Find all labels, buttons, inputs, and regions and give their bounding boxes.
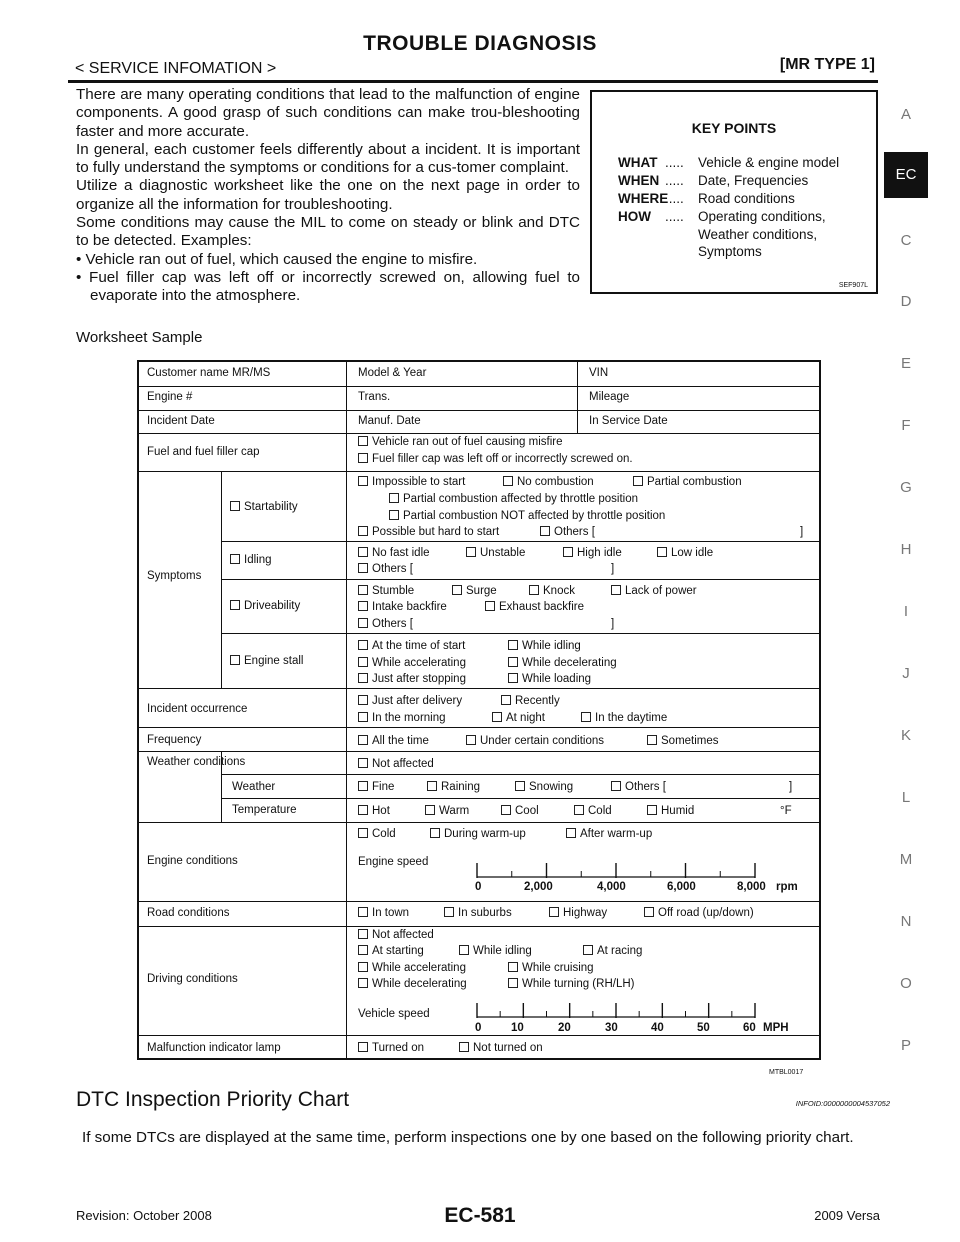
checkbox-option[interactable]: Others [: [358, 563, 413, 575]
checkbox-icon: [389, 493, 399, 503]
page-title: TROUBLE DIAGNOSIS: [363, 32, 597, 55]
table-rule: [139, 926, 819, 927]
checkbox-icon: [529, 585, 539, 595]
intro-paragraph: There are many operating conditions that lead to the malfunction of engine components. A good grasp of such conditions can make trou-bleshooting faster and more accurate.: [76, 86, 580, 140]
field-customer-name: Customer name MR/MS: [147, 367, 271, 379]
section-paragraph: If some DTCs are displayed at the same time, perform inspections one by one based on the following priority chart.: [82, 1129, 854, 1146]
key-value: Vehicle & engine model: [698, 155, 840, 170]
checkbox-option[interactable]: In the morning: [358, 712, 446, 724]
row-label-engine-conditions: Engine conditions: [147, 855, 238, 867]
table-rule: [221, 774, 819, 775]
checkbox-option[interactable]: While idling: [459, 945, 532, 957]
index-tab-a[interactable]: A: [900, 106, 911, 123]
checkbox-option[interactable]: Cold: [574, 805, 612, 817]
checkbox-icon: [657, 547, 667, 557]
checkbox-option[interactable]: Recently: [501, 695, 560, 707]
checkbox-icon: [501, 805, 511, 815]
checkbox-icon: [358, 601, 368, 611]
checkbox-icon: [358, 929, 368, 939]
key-row-where: WHERE.....: [618, 191, 684, 206]
checkbox-option[interactable]: No combustion: [503, 476, 594, 488]
checkbox-option[interactable]: Not turned on: [459, 1042, 543, 1054]
checkbox-option[interactable]: Lack of power: [611, 585, 697, 597]
table-rule: [139, 727, 819, 728]
field-vin: VIN: [589, 367, 609, 379]
model-label: 2009 Versa: [814, 1208, 880, 1223]
field-mileage: Mileage: [589, 391, 630, 403]
revision-label: Revision: October 2008: [76, 1208, 212, 1223]
checkbox-option[interactable]: Exhaust backfire: [485, 601, 584, 613]
table-rule: [139, 433, 819, 434]
row-label-occurrence: Incident occurrence: [147, 703, 248, 715]
checkbox-icon: [358, 436, 368, 446]
figure-code: MTBL0017: [769, 1069, 804, 1076]
row-label-temperature: Temperature: [232, 804, 297, 816]
bracket: ]: [611, 618, 615, 630]
checkbox-option[interactable]: At night: [492, 712, 545, 724]
checkbox-icon: [503, 476, 513, 486]
vehicle-speed-tick-label: 30: [605, 1022, 618, 1034]
checkbox-icon: [358, 695, 368, 705]
checkbox-option[interactable]: In town: [358, 907, 409, 919]
field-model-year: Model & Year: [358, 367, 427, 379]
checkbox-option[interactable]: Intake backfire: [358, 601, 447, 613]
checkbox-option[interactable]: While accelerating: [358, 962, 466, 974]
key-points-title: KEY POINTS: [691, 120, 777, 136]
checkbox-icon: [358, 1042, 368, 1052]
checkbox-icon: [459, 1042, 469, 1052]
index-tab-k[interactable]: K: [900, 727, 911, 744]
vehicle-speed-label: Vehicle speed: [358, 1008, 430, 1020]
checkbox-icon: [425, 805, 435, 815]
checkbox-icon: [540, 526, 550, 536]
engine-speed-tick-label: 0: [475, 881, 482, 893]
checkbox-icon: [647, 735, 657, 745]
checkbox-option[interactable]: In the daytime: [581, 712, 667, 724]
header-rule: [68, 80, 878, 83]
checkbox-idling[interactable]: Idling: [230, 554, 272, 566]
index-tab-o[interactable]: O: [900, 975, 912, 992]
index-tab-n[interactable]: N: [900, 913, 912, 930]
checkbox-icon: [574, 805, 584, 815]
vehicle-speed-tick-label: 50: [697, 1022, 710, 1034]
checkbox-icon: [492, 712, 502, 722]
checkbox-option[interactable]: While turning (RH/LH): [508, 978, 634, 990]
checkbox-option[interactable]: Knock: [529, 585, 575, 597]
table-rule: [139, 386, 819, 387]
checkbox-option[interactable]: Raining: [427, 781, 480, 793]
table-rule: [346, 433, 347, 1035]
checkbox-option[interactable]: High idle: [563, 547, 622, 559]
checkbox-option[interactable]: Hot: [358, 805, 390, 817]
checkbox-icon: [358, 585, 368, 595]
checkbox-icon: [358, 781, 368, 791]
key-row-how: HOW .....: [618, 209, 684, 224]
table-rule: [221, 798, 819, 799]
checkbox-option[interactable]: While decelerating: [358, 978, 467, 990]
index-tab-p[interactable]: P: [900, 1037, 911, 1054]
temperature-unit: °F: [780, 805, 792, 817]
checkbox-icon: [358, 945, 368, 955]
checkbox-option[interactable]: During warm-up: [430, 828, 526, 840]
checkbox-icon: [549, 907, 559, 917]
checkbox-icon: [515, 781, 525, 791]
checkbox-option[interactable]: Humid: [647, 805, 694, 817]
index-tab-l[interactable]: L: [901, 789, 911, 806]
key-value: Date, Frequencies: [698, 173, 809, 188]
checkbox-option[interactable]: Cold: [358, 828, 396, 840]
field-manuf-date: Manuf. Date: [358, 415, 421, 427]
engine-speed-label: Engine speed: [358, 856, 429, 868]
checkbox-icon: [566, 828, 576, 838]
checkbox-option[interactable]: Possible but hard to start: [358, 526, 499, 538]
table-rule: [221, 633, 819, 634]
checkbox-option[interactable]: Not affected: [358, 929, 434, 941]
intro-paragraph: Utilize a diagnostic worksheet like the one on the next page in order to organize all the information for troubleshooting.: [76, 177, 580, 213]
checkbox-icon: [644, 907, 654, 917]
checkbox-option[interactable]: Under certain conditions: [466, 735, 604, 747]
index-tab-d[interactable]: D: [900, 293, 912, 310]
checkbox-option[interactable]: Vehicle ran out of fuel causing misfire: [358, 436, 563, 448]
engine-speed-tick-label: 2,000: [524, 881, 553, 893]
key-value: Road conditions: [698, 191, 795, 206]
checkbox-icon: [358, 978, 368, 988]
checkbox-option[interactable]: Not affected: [358, 758, 434, 770]
engine-speed-tick-label: 8,000: [737, 881, 766, 893]
index-tab-e[interactable]: E: [900, 355, 911, 372]
table-rule: [139, 1035, 819, 1036]
table-rule: [139, 901, 819, 902]
row-label-road-conditions: Road conditions: [147, 907, 230, 919]
checkbox-icon: [563, 547, 573, 557]
bracket: ]: [789, 781, 793, 793]
section-heading: DTC Inspection Priority Chart: [76, 1088, 350, 1111]
checkbox-icon: [466, 735, 476, 745]
checkbox-icon: [230, 655, 240, 665]
row-label-weather-conditions: Weather conditions: [147, 756, 246, 768]
checkbox-option[interactable]: While decelerating: [508, 657, 617, 669]
checkbox-option[interactable]: Fuel filler cap was left off or incorrectly screwed on.: [358, 453, 633, 465]
checkbox-option[interactable]: Just after delivery: [358, 695, 462, 707]
checkbox-option[interactable]: Just after stopping: [358, 673, 466, 685]
checkbox-option[interactable]: Unstable: [466, 547, 525, 559]
checkbox-icon: [508, 657, 518, 667]
intro-bullet: • Fuel filler cap was left off or incorrectly screwed on, allowing fuel to evaporate into the atmosphere.: [76, 268, 580, 305]
checkbox-icon: [358, 907, 368, 917]
table-rule: [577, 362, 578, 433]
checkbox-icon: [466, 547, 476, 557]
table-rule: [221, 579, 819, 580]
field-engine-number: Engine #: [147, 391, 193, 403]
table-rule: [139, 822, 819, 823]
checkbox-option[interactable]: At starting: [358, 945, 424, 957]
intro-bullet: • Vehicle ran out of fuel, which caused the engine to misfire.: [76, 250, 478, 268]
bracket: ]: [800, 526, 804, 538]
vehicle-speed-unit: MPH: [763, 1022, 789, 1034]
checkbox-option[interactable]: While idling: [508, 640, 581, 652]
checkbox-icon: [485, 601, 495, 611]
figure-code: SEF907L: [838, 282, 868, 289]
checkbox-icon: [508, 673, 518, 683]
checkbox-icon: [358, 526, 368, 536]
checkbox-option[interactable]: Warm: [425, 805, 469, 817]
checkbox-icon: [633, 476, 643, 486]
checkbox-icon: [501, 695, 511, 705]
checkbox-icon: [508, 978, 518, 988]
engine-speed-ticks: [477, 863, 755, 878]
checkbox-icon: [358, 712, 368, 722]
checkbox-option[interactable]: In suburbs: [444, 907, 512, 919]
checkbox-icon: [358, 453, 368, 463]
checkbox-option[interactable]: While loading: [508, 673, 591, 685]
checkbox-icon: [358, 547, 368, 557]
bracket: ]: [611, 563, 615, 575]
checkbox-option[interactable]: Stumble: [358, 585, 414, 597]
table-rule: [139, 410, 819, 411]
table-rule: [346, 362, 347, 433]
checkbox-option[interactable]: Partial combustion affected by throttle position: [389, 493, 638, 505]
engine-type-label: [MR TYPE 1]: [779, 56, 875, 73]
engine-speed-unit: rpm: [776, 881, 798, 893]
checkbox-icon: [583, 945, 593, 955]
field-incident-date: Incident Date: [147, 415, 215, 427]
table-rule: [346, 1035, 347, 1060]
table-rule: [221, 541, 819, 542]
row-label-fuel: Fuel and fuel filler cap: [147, 446, 260, 458]
index-tab-ec[interactable]: EC: [884, 152, 928, 198]
checkbox-option[interactable]: Others [: [358, 618, 413, 630]
checkbox-option[interactable]: No fast idle: [358, 547, 430, 559]
index-tab-m[interactable]: M: [899, 851, 913, 868]
checkbox-option[interactable]: Impossible to start: [358, 476, 465, 488]
intro-text: [76, 86, 580, 306]
checkbox-icon: [358, 758, 368, 768]
checkbox-icon: [389, 510, 399, 520]
checkbox-icon: [358, 962, 368, 972]
checkbox-option[interactable]: While cruising: [508, 962, 594, 974]
checkbox-icon: [427, 781, 437, 791]
checkbox-option[interactable]: Snowing: [515, 781, 573, 793]
checkbox-option[interactable]: Cool: [501, 805, 539, 817]
row-label-frequency: Frequency: [147, 734, 202, 746]
checkbox-icon: [508, 962, 518, 972]
checkbox-icon: [611, 585, 621, 595]
intro-paragraph: Some conditions may cause the MIL to come on steady or blink and DTC to be detected. Examples:: [76, 214, 580, 250]
checkbox-option[interactable]: Highway: [549, 907, 607, 919]
checkbox-icon: [611, 781, 621, 791]
checkbox-option[interactable]: After warm-up: [566, 828, 652, 840]
checkbox-startability[interactable]: Startability: [230, 501, 298, 513]
checkbox-option[interactable]: All the time: [358, 735, 429, 747]
checkbox-icon: [358, 673, 368, 683]
engine-speed-tick-label: 4,000: [597, 881, 626, 893]
checkbox-icon: [647, 805, 657, 815]
key-points-figure: [590, 90, 878, 294]
index-tab-j[interactable]: J: [902, 665, 910, 682]
checkbox-icon: [358, 805, 368, 815]
vehicle-speed-ticks: [477, 1003, 755, 1018]
vehicle-speed-tick-label: 0: [475, 1022, 482, 1034]
table-rule: [221, 471, 222, 688]
key-value: Weather conditions,: [698, 227, 818, 242]
intro-paragraph: In general, each customer feels differently about a incident. It is important to fully understand the symptoms or conditions for a cus-tomer complaint.: [76, 140, 580, 177]
checkbox-option[interactable]: Off road (up/down): [644, 907, 754, 919]
vehicle-speed-tick-label: 20: [558, 1022, 571, 1034]
field-in-service-date: In Service Date: [589, 415, 668, 427]
page-number: EC-581: [444, 1204, 516, 1227]
row-label-symptoms: Symptoms: [147, 570, 202, 582]
checkbox-icon: [581, 712, 591, 722]
checkbox-driveability[interactable]: Driveability: [230, 600, 300, 612]
checkbox-option[interactable]: Surge: [452, 585, 497, 597]
row-label-mil: Malfunction indicator lamp: [147, 1042, 281, 1054]
index-tab-f[interactable]: F: [901, 417, 911, 434]
row-label-driving-conditions: Driving conditions: [147, 973, 238, 985]
field-trans: Trans.: [358, 391, 391, 403]
table-rule: [139, 751, 819, 752]
vehicle-speed-tick-label: 40: [651, 1022, 664, 1034]
index-tab-i[interactable]: I: [903, 603, 909, 620]
checkbox-option[interactable]: At racing: [583, 945, 642, 957]
checkbox-icon: [430, 828, 440, 838]
key-value: Operating conditions,: [698, 209, 826, 224]
checkbox-option[interactable]: At the time of start: [358, 640, 465, 652]
checkbox-icon: [358, 640, 368, 650]
checkbox-option[interactable]: Partial combustion NOT affected by throttle position: [389, 510, 665, 522]
checkbox-option[interactable]: Turned on: [358, 1042, 424, 1054]
checkbox-option[interactable]: Partial combustion: [633, 476, 742, 488]
checkbox-icon: [459, 945, 469, 955]
worksheet-label: Worksheet Sample: [76, 329, 203, 346]
checkbox-option[interactable]: Others [: [540, 526, 595, 538]
index-tab-g[interactable]: G: [900, 479, 912, 496]
diagnostic-worksheet: [137, 360, 821, 1060]
table-rule: [139, 471, 819, 472]
checkbox-icon: [358, 828, 368, 838]
checkbox-icon: [358, 618, 368, 628]
index-tab-h[interactable]: H: [900, 541, 912, 558]
checkbox-icon: [358, 476, 368, 486]
checkbox-option[interactable]: While accelerating: [358, 657, 466, 669]
checkbox-icon: [452, 585, 462, 595]
checkbox-option[interactable]: Fine: [358, 781, 394, 793]
checkbox-icon: [508, 640, 518, 650]
checkbox-engine-stall[interactable]: Engine stall: [230, 655, 303, 667]
checkbox-icon: [358, 735, 368, 745]
key-row-what: WHAT .....: [618, 155, 684, 170]
checkbox-icon: [358, 563, 368, 573]
vehicle-speed-tick-label: 60: [743, 1022, 756, 1034]
checkbox-icon: [358, 657, 368, 667]
checkbox-option[interactable]: Others [: [611, 781, 666, 793]
key-value: Symptoms: [698, 244, 762, 259]
engine-speed-tick-label: 6,000: [667, 881, 696, 893]
row-label-weather: Weather: [232, 781, 276, 793]
info-id: INFOID:0000000004537052: [795, 1099, 890, 1108]
checkbox-icon: [230, 554, 240, 564]
vehicle-speed-tick-label: 10: [511, 1022, 524, 1034]
checkbox-icon: [444, 907, 454, 917]
key-row-when: WHEN .....: [618, 173, 684, 188]
index-tab-c[interactable]: C: [900, 232, 912, 249]
checkbox-option[interactable]: Low idle: [657, 547, 713, 559]
section-subtitle: < SERVICE INFOMATION >: [75, 60, 277, 77]
checkbox-icon: [230, 501, 240, 511]
table-rule: [139, 688, 819, 689]
checkbox-option[interactable]: Sometimes: [647, 735, 719, 747]
checkbox-icon: [230, 600, 240, 610]
